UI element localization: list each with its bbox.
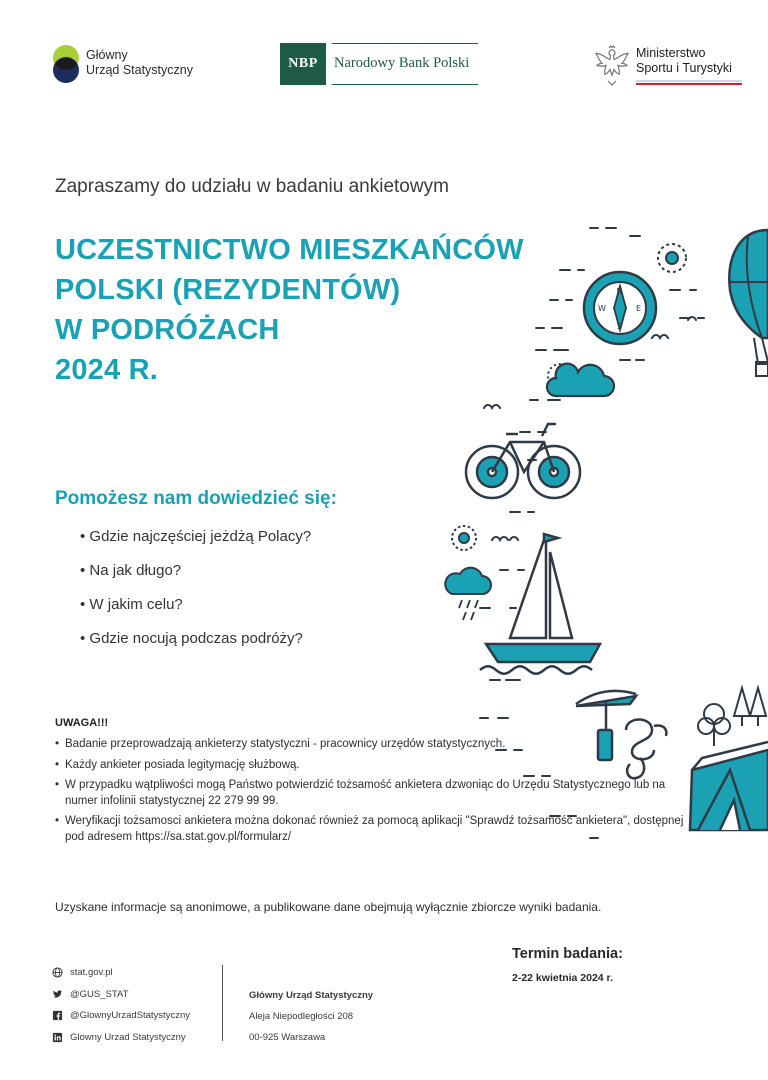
- svg-text:S: S: [617, 322, 623, 331]
- address-city: 00-925 Warszawa: [249, 1032, 326, 1043]
- nbp-logo: [280, 43, 480, 85]
- trees-icon: [698, 688, 766, 746]
- rain-cloud-icon: [445, 568, 491, 620]
- question-item: • Na jak długo?: [80, 562, 182, 579]
- gus-logo-line1: Główny: [86, 48, 128, 62]
- polish-eagle-icon: [592, 44, 632, 88]
- contact-twitter[interactable]: [52, 984, 190, 1006]
- contact-text: stat.gov.pl: [70, 967, 113, 979]
- notice-item: • W przypadku wątpliwości mogą Państwo potwierdzić tożsamość ankietera dzwoniąc do Urzędu Statystycznego lub na numer infolinii statystycznej 22 279 99 99.: [55, 778, 695, 809]
- hot-air-balloon-icon: [729, 230, 768, 376]
- nbp-bottom-rule: [332, 84, 478, 85]
- nbp-top-rule: [332, 43, 478, 44]
- tent-icon: [690, 742, 768, 830]
- ministry-red-bar: [636, 83, 742, 85]
- contact-text: @GUS_STAT: [70, 988, 129, 1000]
- nbp-logo-box: NBP: [280, 43, 326, 85]
- survey-period-label: Termin badania:: [512, 946, 623, 962]
- sailboat-icon: [480, 534, 600, 674]
- title-line: POLSKI (REZYDENTÓW): [55, 274, 401, 306]
- intro-text: Zapraszamy do udziału w badaniu ankietowym: [55, 176, 449, 197]
- contact-linkedin[interactable]: [52, 1027, 190, 1049]
- ministry-logo-line2: Sportu i Turystyki: [636, 61, 732, 75]
- svg-text:N: N: [616, 287, 623, 296]
- gus-emblem-icon: [52, 42, 82, 88]
- title-line: UCZESTNICTWO MIESZKAŃCÓW: [55, 234, 524, 266]
- notice-item: • Badanie przeprowadzają ankieterzy statystyczni - pracownicy urzędów statystycznych.: [55, 737, 695, 753]
- contact-website[interactable]: [52, 962, 190, 984]
- ministry-logo-line1: Ministerstwo: [636, 46, 706, 60]
- nbp-logo-name: Narodowy Bank Polski: [334, 55, 470, 71]
- gus-logo: [52, 42, 202, 88]
- svg-text:W: W: [598, 304, 606, 313]
- contact-text: @GlownyUrzadStatystyczny: [70, 1010, 190, 1022]
- ministry-logo: [592, 44, 742, 88]
- twitter-icon: [52, 989, 63, 1000]
- facebook-icon: [52, 1010, 63, 1021]
- question-item: • Gdzie najczęściej jeżdżą Polacy?: [80, 528, 312, 545]
- linkedin-icon: [52, 1032, 63, 1043]
- notice-item: • Każdy ankieter posiada legitymację służbową.: [55, 758, 695, 774]
- cloud-icon: [547, 364, 614, 396]
- help-heading: Pomożesz nam dowiedzieć się:: [55, 488, 337, 509]
- contact-facebook[interactable]: [52, 1005, 190, 1027]
- contact-list: [52, 962, 190, 1048]
- address-block: [249, 985, 373, 1048]
- bicycle-icon: [466, 424, 580, 498]
- question-list: [80, 528, 311, 664]
- notice-item: • Weryfikacji tożsamosci ankietera można dokonać również za pomocą aplikacji "Sprawdź tożsamość ankietera", dostępnej pod adresem https://sa.stat.gov.pl/formularz/: [55, 814, 695, 845]
- ministry-white-bar: [636, 80, 742, 82]
- question-item: • W jakim celu?: [80, 596, 183, 613]
- gus-logo-line2: Urząd Statystyczny: [86, 63, 193, 77]
- footer-divider: [222, 965, 223, 1041]
- question-item: • Gdzie nocują podczas podróży?: [80, 630, 303, 647]
- compass-icon: [584, 272, 656, 344]
- anonymity-note: Uzyskane informacje są anonimowe, a publikowane dane obejmują wyłącznie zbiorcze wyniki badania.: [55, 900, 602, 914]
- travel-illustration: [440, 210, 768, 850]
- survey-period-dates: 2-22 kwietnia 2024 r.: [512, 972, 613, 984]
- svg-text:E: E: [636, 304, 642, 313]
- notice-heading: UWAGA!!!: [55, 717, 109, 729]
- address-street: Aleja Niepodległości 208: [249, 1011, 354, 1022]
- title-line: 2024 R.: [55, 354, 158, 386]
- address-org: Główny Urząd Statystyczny: [249, 990, 374, 1001]
- title-line: W PODRÓŻACH: [55, 314, 280, 346]
- globe-icon: [52, 967, 63, 978]
- climbing-gear-icon: [576, 691, 666, 778]
- contact-text: Glowny Urzad Statystyczny: [70, 1031, 186, 1043]
